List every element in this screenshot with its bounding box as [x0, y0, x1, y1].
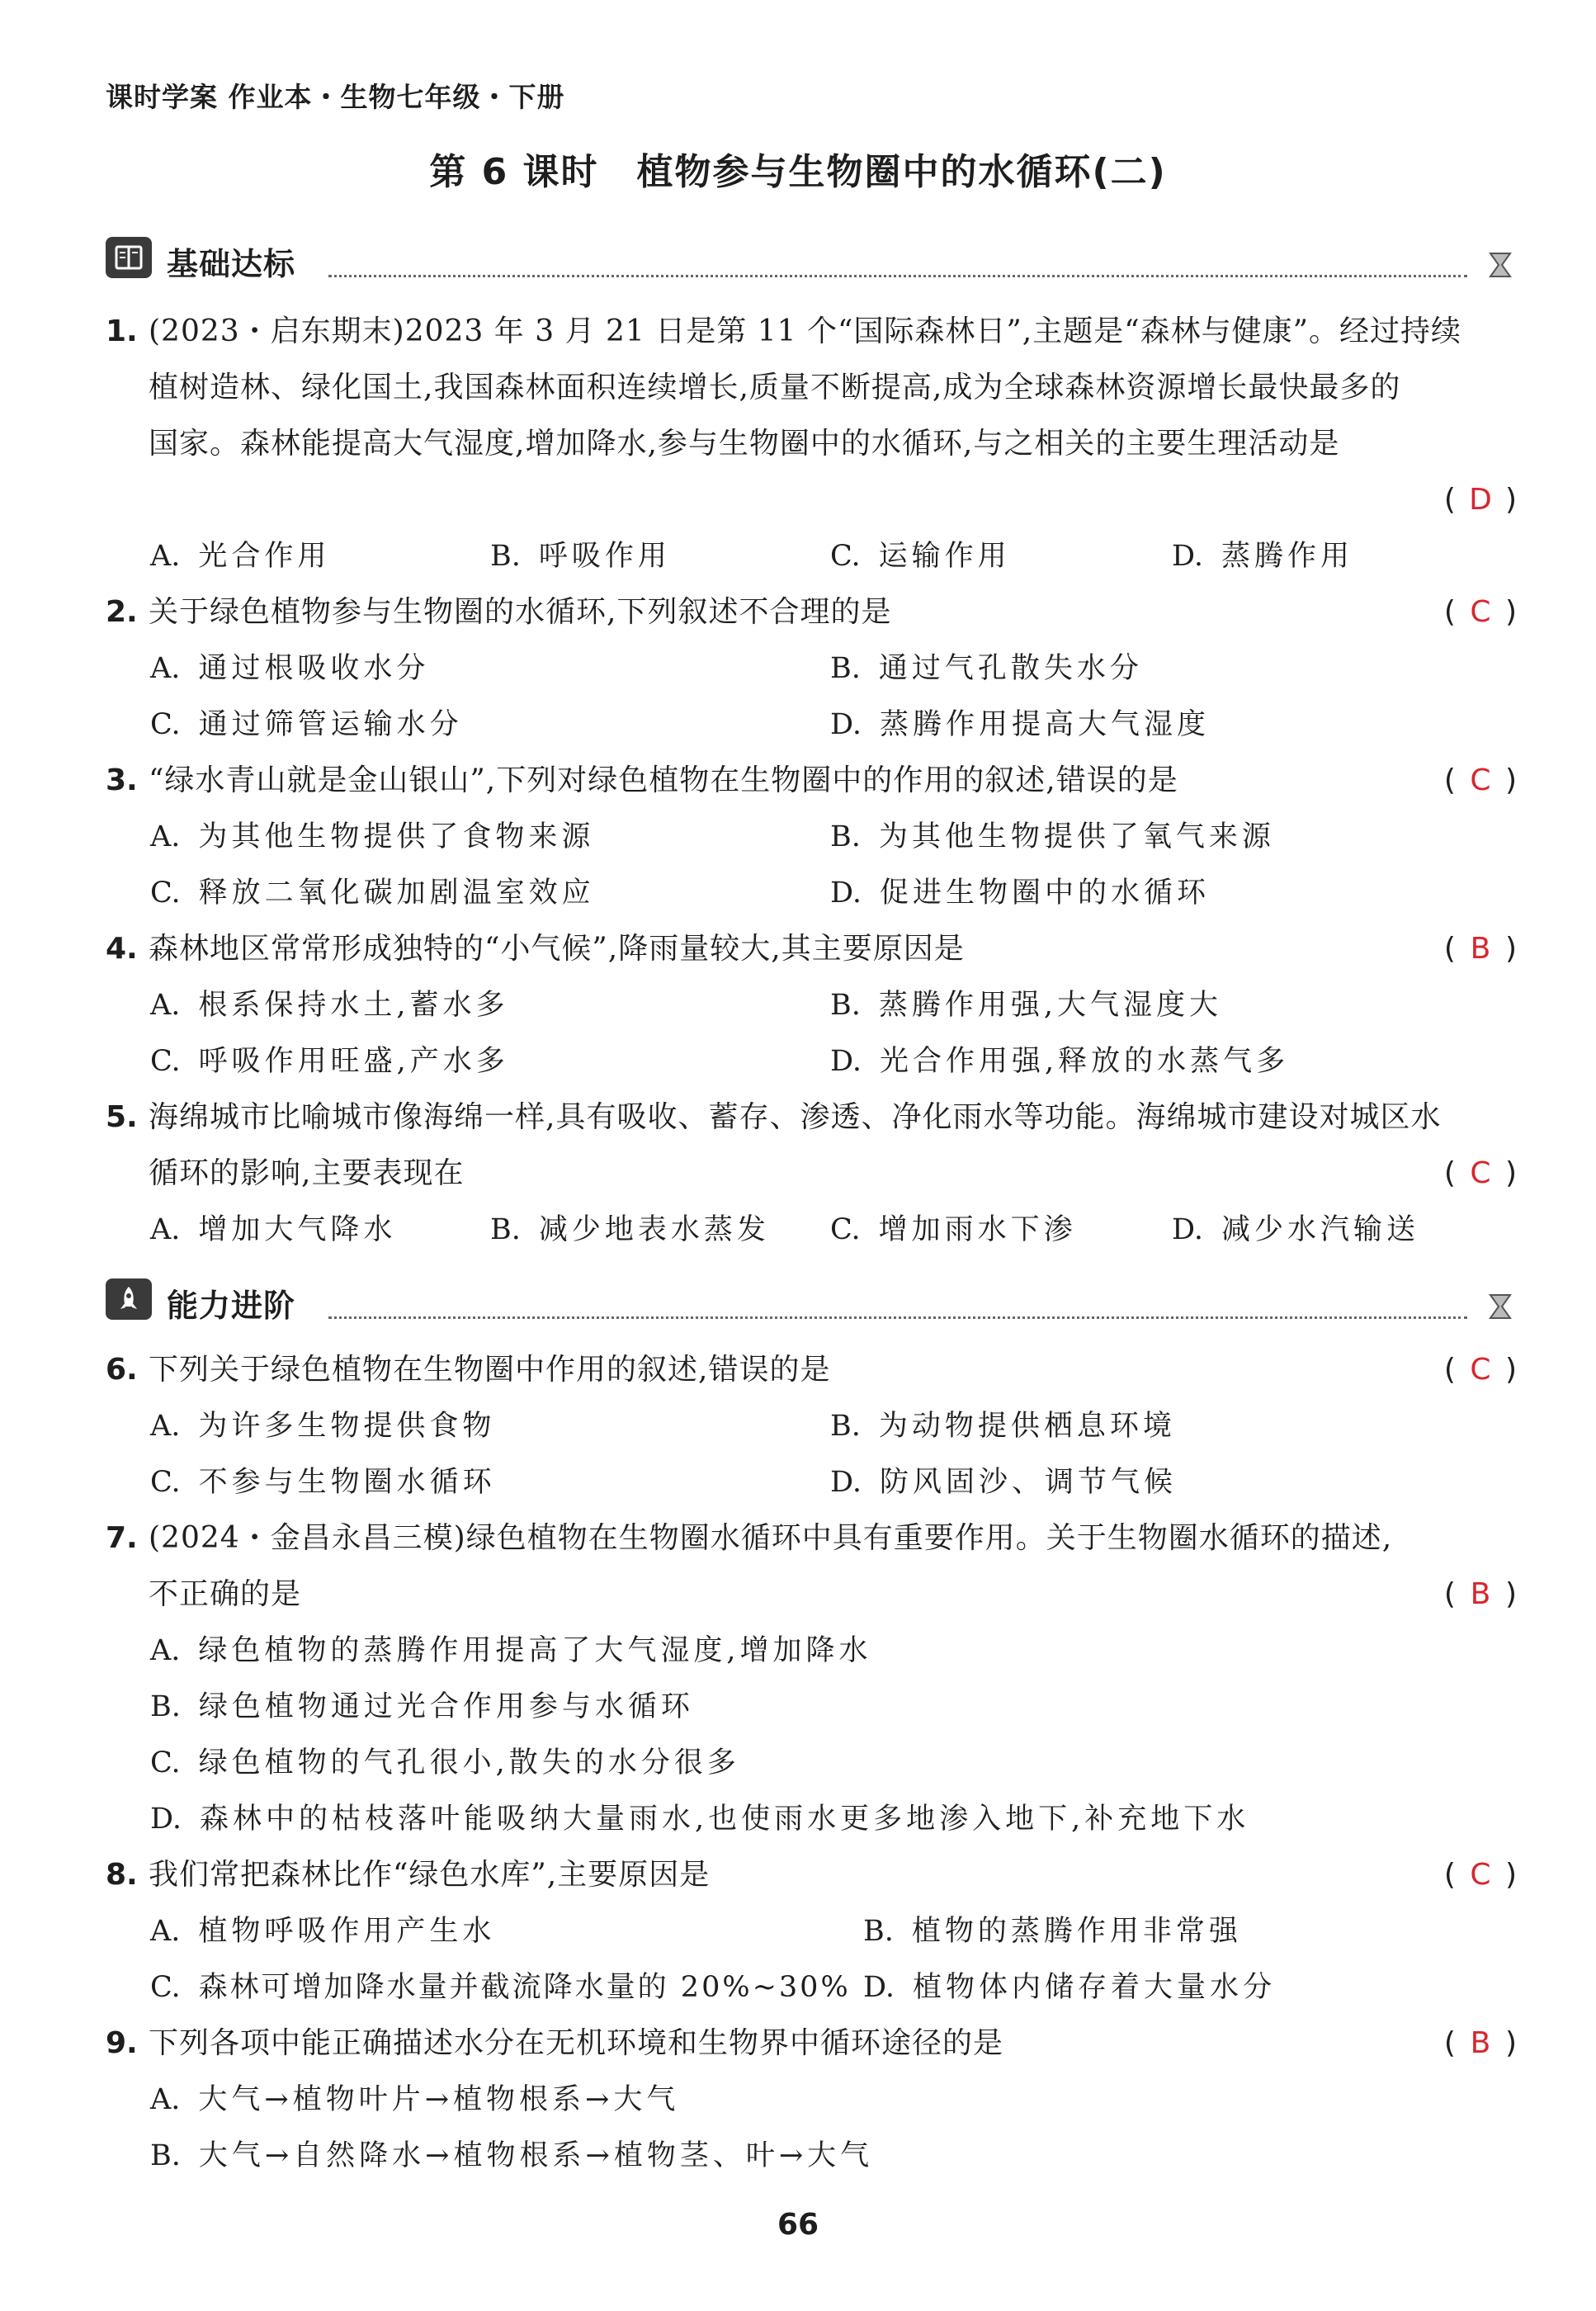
answer-letter: C: [1470, 1156, 1491, 1190]
section-title: 能力进阶: [167, 1288, 296, 1324]
option-b: B. 通过气孔散失水分: [830, 652, 1143, 685]
question-text: [149, 1510, 1517, 1623]
answer-bracket: ( C ): [1444, 1146, 1517, 1202]
question-line: 国家。森林能提高大气湿度,增加降水,参与生物圈中的水循环,与之相关的主要生理活动是: [149, 427, 1340, 461]
answer-bracket: ( B ): [1444, 2016, 1517, 2072]
question-number: 6.: [106, 1353, 138, 1387]
answer-letter: C: [1470, 763, 1491, 797]
answer-bracket: ( C ): [1444, 753, 1517, 809]
question-line: (2024・金昌永昌三模)绿色植物在生物圈水循环中具有重要作用。关于生物圈水循环的描述,: [149, 1521, 1393, 1555]
answer-bracket: ( C ): [1444, 1847, 1517, 1903]
answer-letter: C: [1470, 1353, 1491, 1387]
section-title: 基础达标: [167, 246, 296, 282]
answer-letter: B: [1470, 2026, 1491, 2060]
question-line: 我们常把森林比作“绿色水库”,主要原因是: [149, 1858, 711, 1892]
option-b: B. 减少地表水蒸发: [490, 1213, 770, 1246]
answer-bracket: ( B ): [1444, 1567, 1517, 1623]
option-a: A. 增加大气降水: [150, 1213, 397, 1246]
option-c: C. 不参与生物圈水循环: [150, 1466, 496, 1499]
answer-bracket: ( B ): [1444, 921, 1517, 977]
question-9: [106, 2016, 1517, 2072]
question-line: 下列各项中能正确描述水分在无机环境和生物界中循环途径的是: [149, 2026, 1004, 2060]
answer-bracket: ( D ): [1444, 472, 1517, 528]
option-d: D. 蒸腾作用: [1172, 540, 1353, 573]
option-c: C. 通过筛管运输水分: [150, 708, 463, 741]
answer-letter: B: [1470, 1577, 1491, 1611]
book-header: 课时学案 作业本・生物七年级・下册: [106, 81, 565, 113]
question-number: 5.: [106, 1100, 138, 1134]
question-2: [106, 584, 1517, 640]
section-basic: [106, 234, 1517, 286]
section-advanced: [106, 1275, 1517, 1328]
option-c: C. 运输作用: [830, 540, 1011, 573]
option-d: D. 蒸腾作用提高大气湿度: [830, 708, 1210, 741]
option-c: C. 绿色植物的气孔很小,散失的水分很多: [150, 1746, 740, 1779]
question-1: [106, 304, 1517, 472]
hourglass-icon: [1484, 1290, 1517, 1323]
option-d: D. 植物体内储存着大量水分: [863, 1971, 1276, 2004]
option-d: D. 促进生物圈中的水循环: [830, 877, 1210, 910]
option-a: A. 绿色植物的蒸腾作用提高了大气湿度,增加降水: [150, 1634, 872, 1667]
answer-letter: C: [1470, 595, 1491, 629]
option-b: B. 为其他生物提供了氧气来源: [830, 820, 1275, 853]
answer-letter: B: [1470, 932, 1491, 966]
option-c: C. 释放二氧化碳加剧温室效应: [150, 877, 595, 910]
option-b: B. 呼吸作用: [490, 540, 671, 573]
option-a: A. 光合作用: [150, 540, 331, 573]
question-line: 植树造林、绿化国土,我国森林面积连续增长,质量不断提高,成为全球森林资源增长最快最多的: [149, 371, 1401, 404]
option-a: A. 大气→植物叶片→植物根系→大气: [150, 2083, 680, 2116]
option-b: B. 蒸腾作用强,大气湿度大: [830, 989, 1222, 1022]
rocket-icon: [106, 1278, 152, 1320]
question-text: [149, 1089, 1517, 1202]
question-line: “绿水青山就是金山银山”,下列对绿色植物在生物圈中的作用的叙述,错误的是: [149, 763, 1178, 797]
question-line: 循环的影响,主要表现在: [149, 1156, 465, 1190]
question-3: [106, 753, 1517, 809]
option-c: C. 呼吸作用旺盛,产水多: [150, 1045, 509, 1078]
question-5: [106, 1089, 1517, 1202]
option-d: D. 森林中的枯枝落叶能吸纳大量雨水,也使雨水更多地渗入地下,补充地下水: [150, 1803, 1250, 1836]
question-8: [106, 1847, 1517, 1903]
option-a: A. 根系保持水土,蓄水多: [150, 989, 509, 1022]
option-b: B. 绿色植物通过光合作用参与水循环: [150, 1690, 694, 1723]
question-line: 下列关于绿色植物在生物圈中作用的叙述,错误的是: [149, 1353, 831, 1387]
question-number: 9.: [106, 2026, 138, 2060]
book-icon: [106, 237, 152, 278]
section-divider: [328, 275, 1467, 277]
option-b: B. 大气→自然降水→植物根系→植物茎、叶→大气: [150, 2139, 874, 2172]
option-a: A. 植物呼吸作用产生水: [150, 1915, 496, 1948]
question-number: 4.: [106, 932, 138, 966]
hourglass-icon: [1484, 248, 1517, 281]
option-a: A. 为其他生物提供了食物来源: [150, 820, 595, 853]
question-number: 2.: [106, 595, 138, 629]
question-number: 1.: [106, 314, 138, 348]
question-7: [106, 1510, 1517, 1623]
option-a: A. 通过根吸收水分: [150, 652, 430, 685]
question-number: 3.: [106, 763, 138, 797]
question-4: [106, 921, 1517, 977]
answer-bracket: ( C ): [1444, 1342, 1517, 1398]
section-divider: [328, 1316, 1467, 1319]
option-c: C. 森林可增加降水量并截流降水量的 20%~30%: [150, 1971, 851, 2004]
option-b: B. 为动物提供栖息环境: [830, 1410, 1176, 1443]
option-c: C. 增加雨水下渗: [830, 1213, 1077, 1246]
question-line: 不正确的是: [149, 1577, 302, 1611]
question-number: 8.: [106, 1858, 138, 1892]
option-b: B. 植物的蒸腾作用非常强: [863, 1915, 1242, 1948]
option-d: D. 防风固沙、调节气候: [830, 1466, 1177, 1499]
question-line: 森林地区常常形成独特的“小气候”,降雨量较大,其主要原因是: [149, 932, 965, 966]
question-line: 海绵城市比喻城市像海绵一样,具有吸收、蓄存、渗透、净化雨水等功能。海绵城市建设对城区水: [149, 1100, 1442, 1134]
answer-letter: C: [1470, 1858, 1491, 1892]
question-6: [106, 1342, 1517, 1398]
answer-letter: D: [1469, 483, 1492, 517]
option-d: D. 减少水汽输送: [1172, 1213, 1419, 1246]
answer-bracket: ( C ): [1444, 584, 1517, 640]
question-number: 7.: [106, 1521, 138, 1555]
question-line: (2023・启东期末)2023 年 3 月 21 日是第 11 个“国际森林日”,主题是“森林与健康”。经过持续: [149, 314, 1462, 348]
option-a: A. 为许多生物提供食物: [150, 1410, 496, 1443]
page-number: 66: [777, 2208, 819, 2242]
question-line: 关于绿色植物参与生物圈的水循环,下列叙述不合理的是: [149, 595, 892, 629]
lesson-title: 第 6 课时 植物参与生物圈中的水循环(二): [429, 151, 1167, 193]
question-text: [149, 304, 1517, 472]
option-d: D. 光合作用强,释放的水蒸气多: [830, 1045, 1290, 1078]
